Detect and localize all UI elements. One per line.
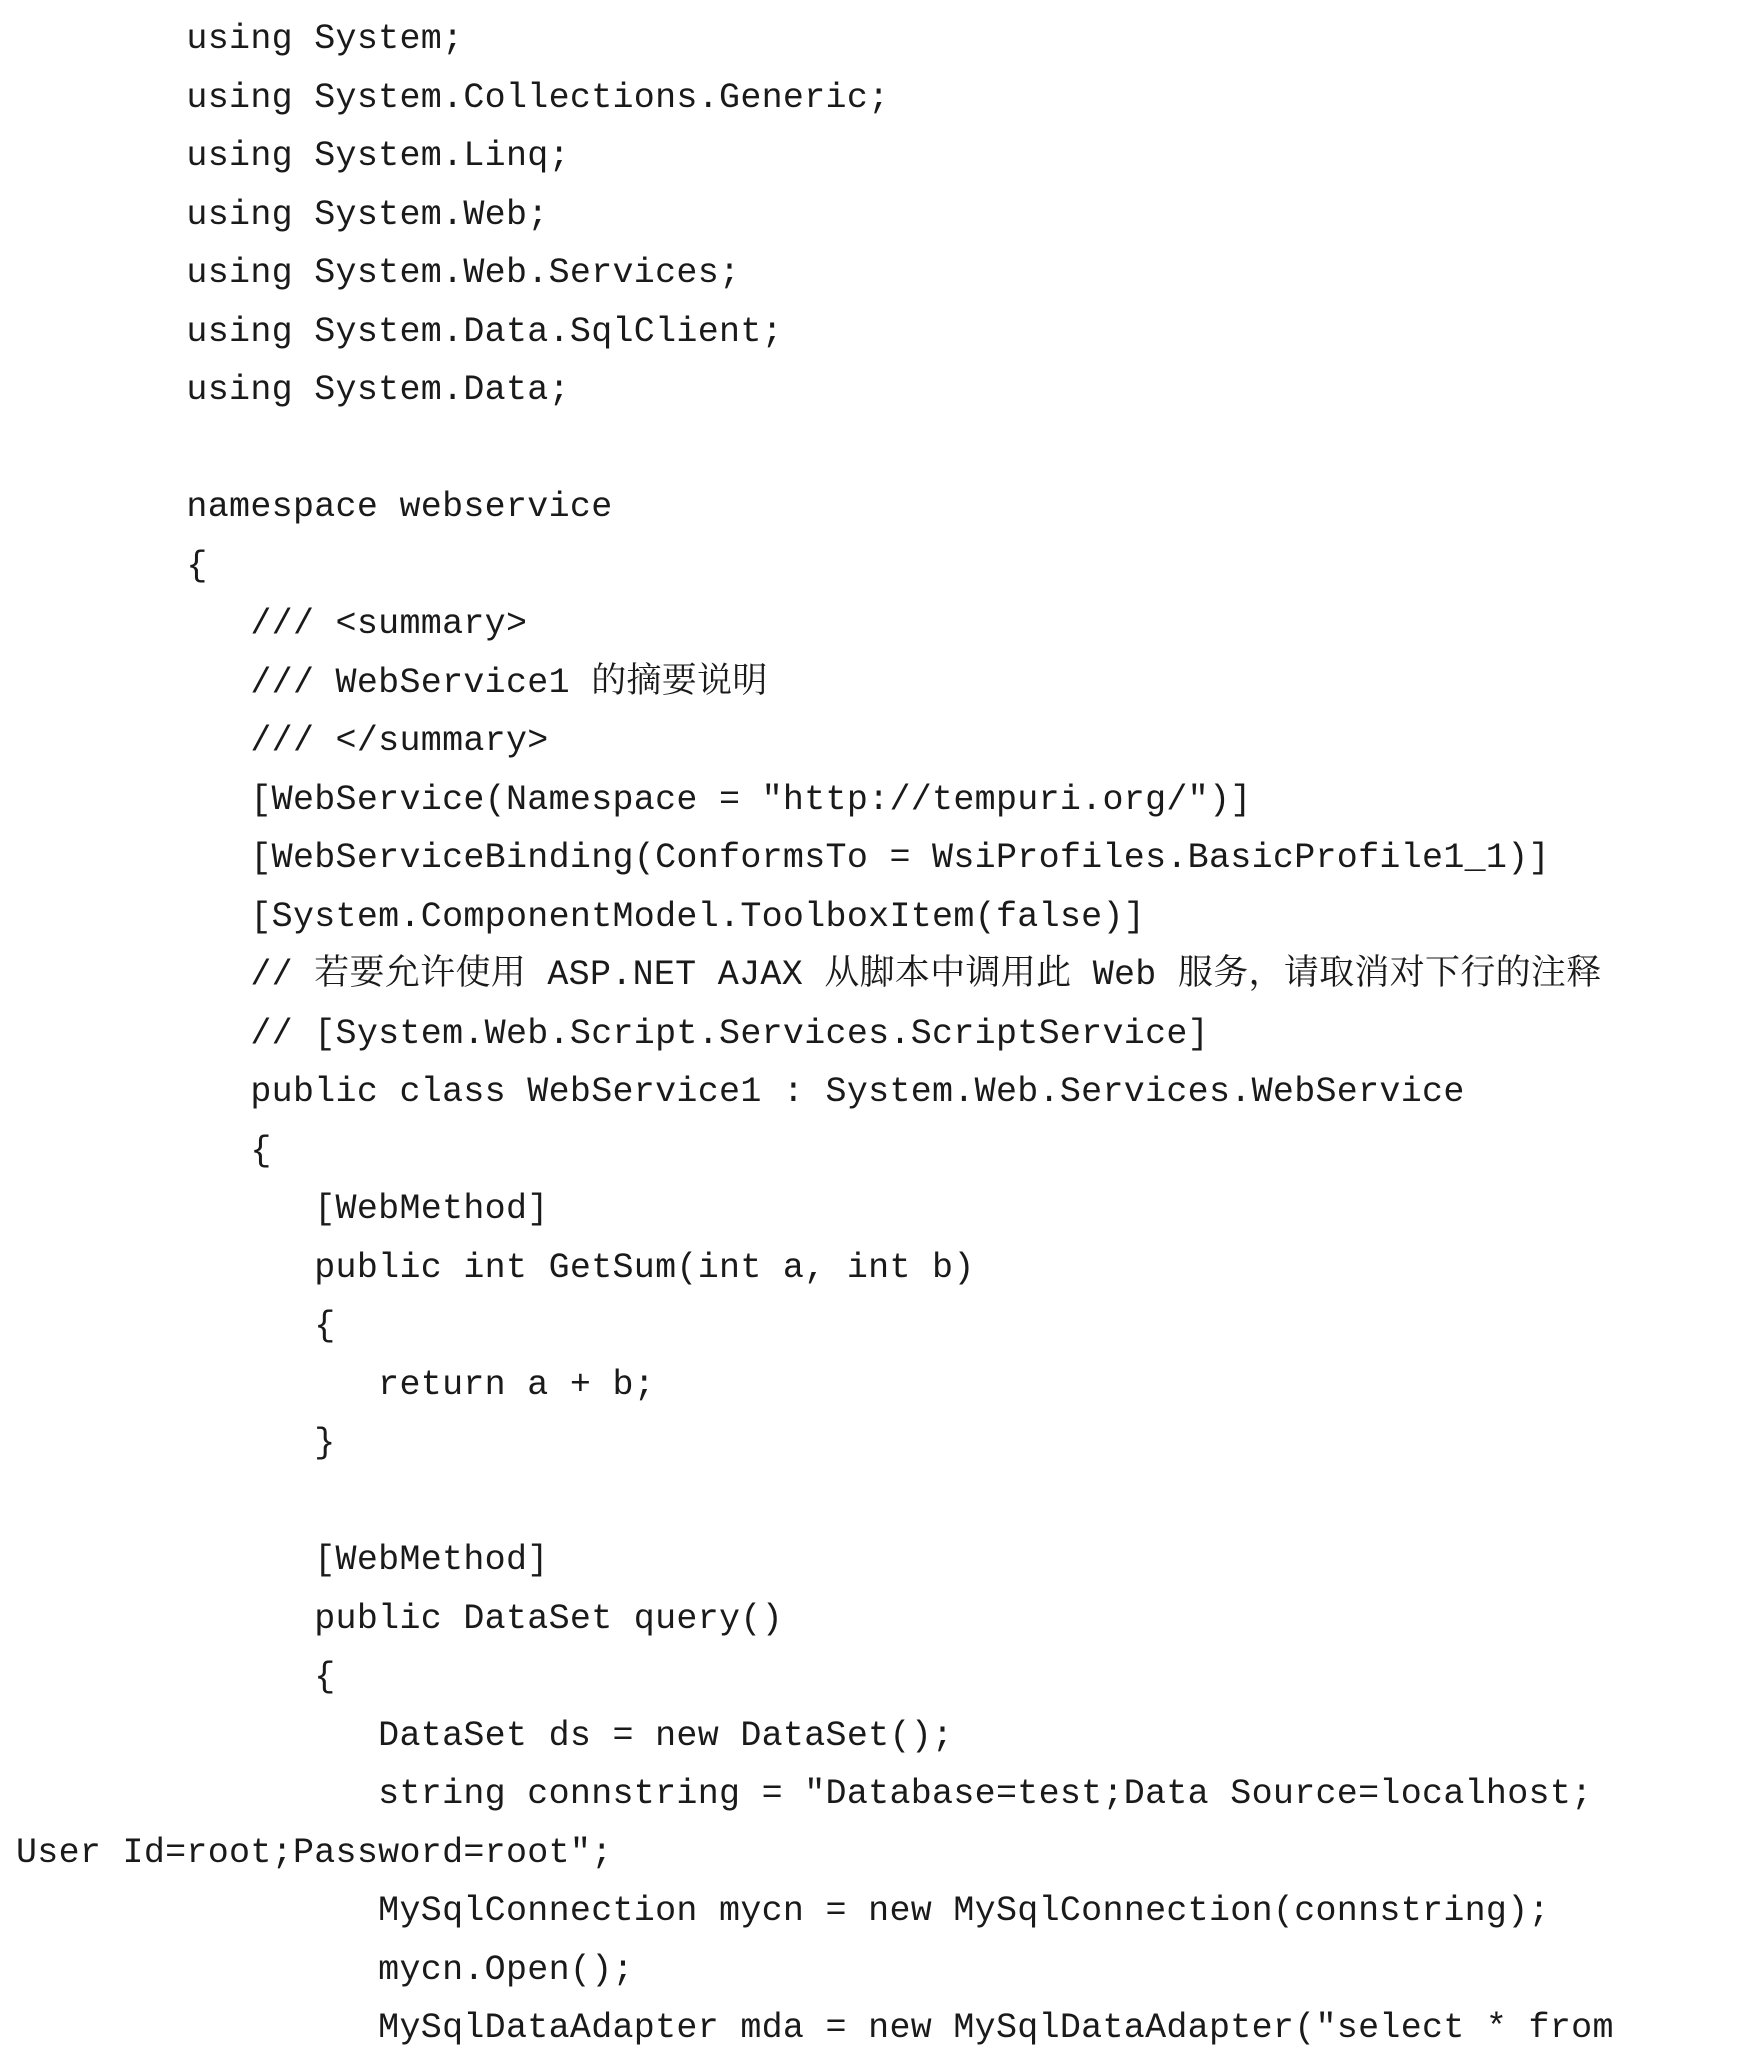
code-line: using System.Collections.Generic; — [16, 77, 890, 118]
code-line: public DataSet query() — [16, 1598, 783, 1639]
code-line: using System.Data.SqlClient; — [16, 311, 783, 352]
code-line: using System.Web.Services; — [16, 253, 741, 293]
code-line: } — [16, 1423, 336, 1463]
code-line: [WebService(Namespace = "http://tempuri.org/")] — [16, 779, 1252, 820]
code-line: User Id=root;Password=root"; — [16, 1832, 613, 1873]
code-line: { — [16, 1306, 336, 1346]
code-line: [System.ComponentModel.ToolboxItem(false)] — [16, 896, 1146, 937]
code-line: /// <summary> — [16, 604, 528, 644]
code-line: using System; — [16, 19, 464, 59]
code-line: MySqlConnection mycn = new MySqlConnection(connstring); — [16, 1891, 1550, 1931]
code-line — [16, 420, 1746, 479]
code-line: { — [16, 1130, 272, 1171]
code-line: public class WebService1 : System.Web.Services.WebService — [16, 1072, 1465, 1112]
code-line: return a + b; — [16, 1364, 656, 1405]
code-line: [WebMethod] — [16, 1540, 549, 1580]
code-line: namespace webservice — [16, 487, 613, 527]
code-line: { — [16, 1657, 336, 1697]
code-line: MySqlDataAdapter mda = new MySqlDataAdapter("select * from — [16, 2008, 1614, 2048]
code-line: public int GetSum(int a, int b) — [16, 1247, 975, 1288]
code-line: /// </summary> — [16, 721, 549, 761]
code-line — [16, 1473, 1746, 1532]
code-line: using System.Data; — [16, 370, 570, 410]
code-line: /// WebService1 的摘要说明 — [16, 662, 768, 703]
code-listing — [16, 10, 1746, 2058]
code-line: [WebServiceBinding(ConformsTo = WsiProfiles.BasicProfile1_1)] — [16, 838, 1550, 878]
code-line: mycn.Open(); — [16, 1949, 634, 1990]
code-line: using System.Linq; — [16, 136, 570, 176]
code-line: string connstring = "Database=test;Data Source=localhost; — [16, 1774, 1593, 1814]
code-line: // [System.Web.Script.Services.ScriptService] — [16, 1013, 1209, 1054]
code-line: using System.Web; — [16, 194, 549, 235]
code-line: // 若要允许使用 ASP.NET AJAX 从脚本中调用此 Web 服务，请取消对下行的注释 — [16, 955, 1602, 995]
code-line: DataSet ds = new DataSet(); — [16, 1715, 954, 1756]
code-line: [WebMethod] — [16, 1189, 549, 1229]
code-line: { — [16, 545, 208, 586]
